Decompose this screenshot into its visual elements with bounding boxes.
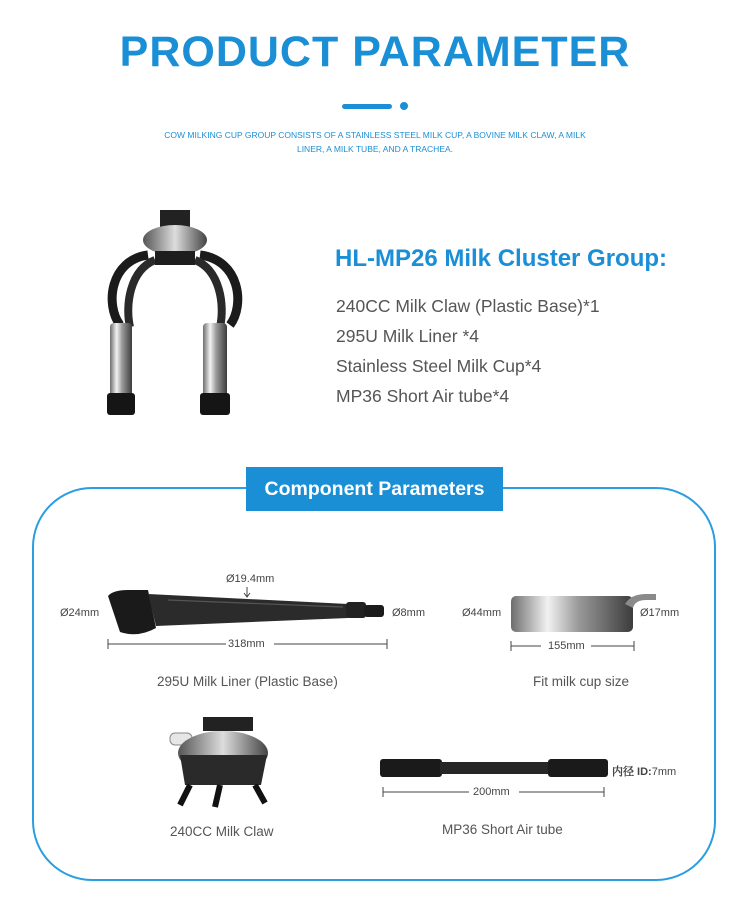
milk-cup-image <box>511 590 659 632</box>
tube-length: 200mm <box>473 786 510 798</box>
liner-left-diameter: Ø24mm <box>60 607 100 619</box>
tube-inner-diameter <box>612 763 676 779</box>
air-tube-image <box>380 757 608 779</box>
spec-liner: 295U Milk Liner *4 <box>336 326 479 346</box>
cup-left-diameter: Ø44mm <box>462 607 502 619</box>
tube-caption: MP36 Short Air tube <box>442 822 563 837</box>
cup-length: 155mm <box>548 640 585 652</box>
tube-inner-value: 7mm <box>651 766 677 778</box>
spec-claw: 240CC Milk Claw (Plastic Base)*1 <box>336 296 600 316</box>
spec-cup: Stainless Steel Milk Cup*4 <box>336 356 542 376</box>
tube-inner-label: 内径 ID: <box>612 766 652 778</box>
title-underline-dot <box>400 102 408 110</box>
title-underline <box>342 104 392 109</box>
cup-right-diameter: Ø17mm <box>640 607 680 619</box>
claw-caption: 240CC Milk Claw <box>170 824 274 839</box>
milk-cluster-image <box>100 205 250 420</box>
liner-caption: 295U Milk Liner (Plastic Base) <box>157 674 338 689</box>
spec-air-tube: MP36 Short Air tube*4 <box>336 386 510 406</box>
milk-claw-image <box>165 715 280 810</box>
component-panel-title: Component Parameters <box>246 467 503 511</box>
liner-length: 318mm <box>228 638 265 650</box>
cup-caption: Fit milk cup size <box>533 674 630 689</box>
milk-liner-image <box>108 588 388 638</box>
liner-right-diameter: Ø8mm <box>392 607 425 619</box>
liner-mid-diameter: Ø19.4mm <box>226 573 275 585</box>
page-title: PRODUCT PARAMETER <box>119 28 631 76</box>
cluster-heading: HL-MP26 Milk Cluster Group: <box>335 245 668 272</box>
intro-text: COW MILKING CUP GROUP CONSISTS OF A STAINLESS STEEL MILK CUP, A BOVINE MILK CLAW, A MILK LINER, A MILK TUBE, AND A TRACHEA. <box>164 130 586 154</box>
